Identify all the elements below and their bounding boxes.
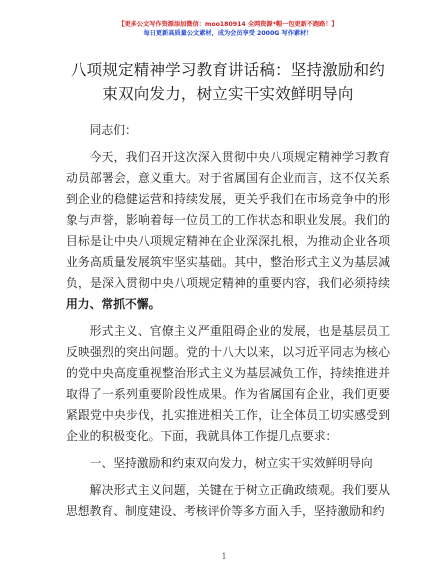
paragraph-3: 解决形式主义问题，关键在于树立正确政绩观。我们要从思想教育、制度建设、考核评价等多方面入手，坚持激励和约	[66, 483, 390, 518]
salutation: 同志们：	[89, 123, 137, 137]
document-title: 八项规定精神学习教育讲话稿：坚持激励和约束双向发力，树立实干实效鲜明导向	[70, 61, 385, 103]
paragraph-1-bold-text: 用力、常抓不懈。	[66, 297, 161, 311]
paragraph-1	[66, 147, 390, 315]
promo-banner-line2: 每日更新高质量公文素材，成为会员享受 2000G 写作素材！	[143, 30, 313, 37]
page-number: 1	[221, 552, 227, 561]
paragraph-1-text: 今天，我们召开这次深入贯彻中央八项规定精神学习教育动员部署会，意义重大。对于省属国有企业而言，这不仅关系到企业的稳健运营和持续发展，更关乎我们在市场竞争中的形象与声誉，影响着每一位员工的工作状态和职业发展。我们的目标是让中央八项规定精神在企业深深扎根，为推动企业各项业务高质量发展筑牢坚实基础。其中，整治形式主义为基层减负，是深入贯彻中央八项规定精神的重要内容，我们必须持续	[66, 150, 390, 290]
promo-banner-line1: 【更多公文写作资源添加微信：moo180914 全网资源*帽一包更新不跑路！】	[118, 21, 338, 28]
section-heading-1: 一、坚持激励和约束双向发力，树立实干实效鲜明导向	[89, 456, 373, 470]
paragraph-2: 形式主义、官僚主义严重阻碍企业的发展，也是基层员工反映强烈的突出问题。党的十八大以来，以习近平同志为核心的党中央高度重视整治形式主义为基层减负工作，持续推进并取得了一系列重要阶段性成果。作为省属国有企业，我们更要紧跟党中央步伐，扎实推进相关工作，让全体员工切实感受到企业的积极变化。下面，我就具体工作提几点要求：	[66, 324, 390, 443]
promo-banner	[66, 20, 390, 38]
